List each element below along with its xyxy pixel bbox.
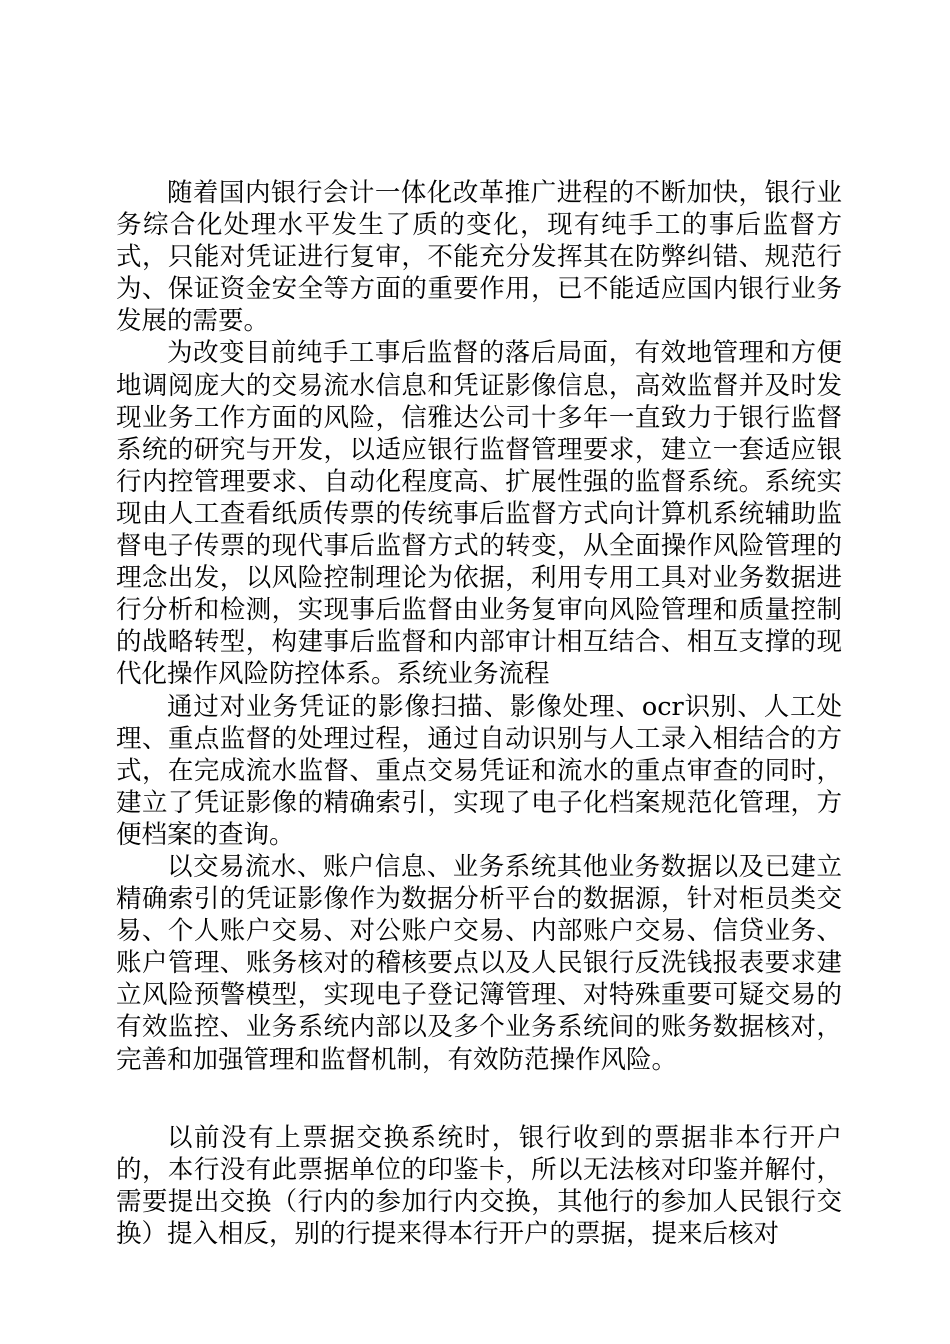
paragraph-4: 以交易流水、账户信息、业务系统其他业务数据以及已建立精确索引的凭证影像作为数据分析平台的数据源，针对柜员类交易、个人账户交易、对公账户交易、内部账户交易、信贷业务、账户管理、账务核对的稽核要点以及人民银行反洗钱报表要求建立风险预警模型，实现电子登记簿管理、对特殊重要可疑交易的有效监控、业务系统内部以及多个业务系统间的账务数据核对，完善和加强管理和监督机制，有效防范操作风险。 xyxy=(116,851,842,1075)
paragraph-2: 为改变目前纯手工事后监督的落后局面，有效地管理和方便地调阅庞大的交易流水信息和凭证影像信息，高效监督并及时发现业务工作方面的风险，信雅达公司十多年一直致力于银行监督系统的研究与开发，以适应银行监督管理要求，建立一套适应银行内控管理要求、自动化程度高、扩展性强的监督系统。系统实现由人工查看纸质传票的传统事后监督方式向计算机系统辅助监督电子传票的现代事后监督方式的转变，从全面操作风险管理的理念出发，以风险控制理论为依据，利用专用工具对业务数据进行分析和检测，实现事后监督由业务复审向风险管理和质量控制的战略转型，构建事后监督和内部审计相互结合、相互支撑的现代化操作风险防控体系。系统业务流程 xyxy=(116,338,842,690)
document-body xyxy=(116,177,842,1250)
paragraph-spacer xyxy=(116,1076,842,1122)
paragraph-5: 以前没有上票据交换系统时，银行收到的票据非本行开户的，本行没有此票据单位的印鉴卡，所以无法核对印鉴并解付，需要提出交换（行内的参加行内交换，其他行的参加人民银行交换）提入相反，别的行提来得本行开户的票据，提来后核对 xyxy=(116,1122,842,1249)
paragraph-3: 通过对业务凭证的影像扫描、影像处理、ocr识别、人工处理、重点监督的处理过程，通过自动识别与人工录入相结合的方式，在完成流水监督、重点交易凭证和流水的重点审查的同时，建立了凭证影像的精确索引，实现了电子化档案规范化管理，方便档案的查询。 xyxy=(116,691,842,850)
paragraph-1: 随着国内银行会计一体化改革推广进程的不断加快，银行业务综合化处理水平发生了质的变化，现有纯手工的事后监督方式，只能对凭证进行复审，不能充分发挥其在防弊纠错、规范行为、保证资金安全等方面的重要作用，已不能适应国内银行业务发展的需要。 xyxy=(116,178,842,337)
